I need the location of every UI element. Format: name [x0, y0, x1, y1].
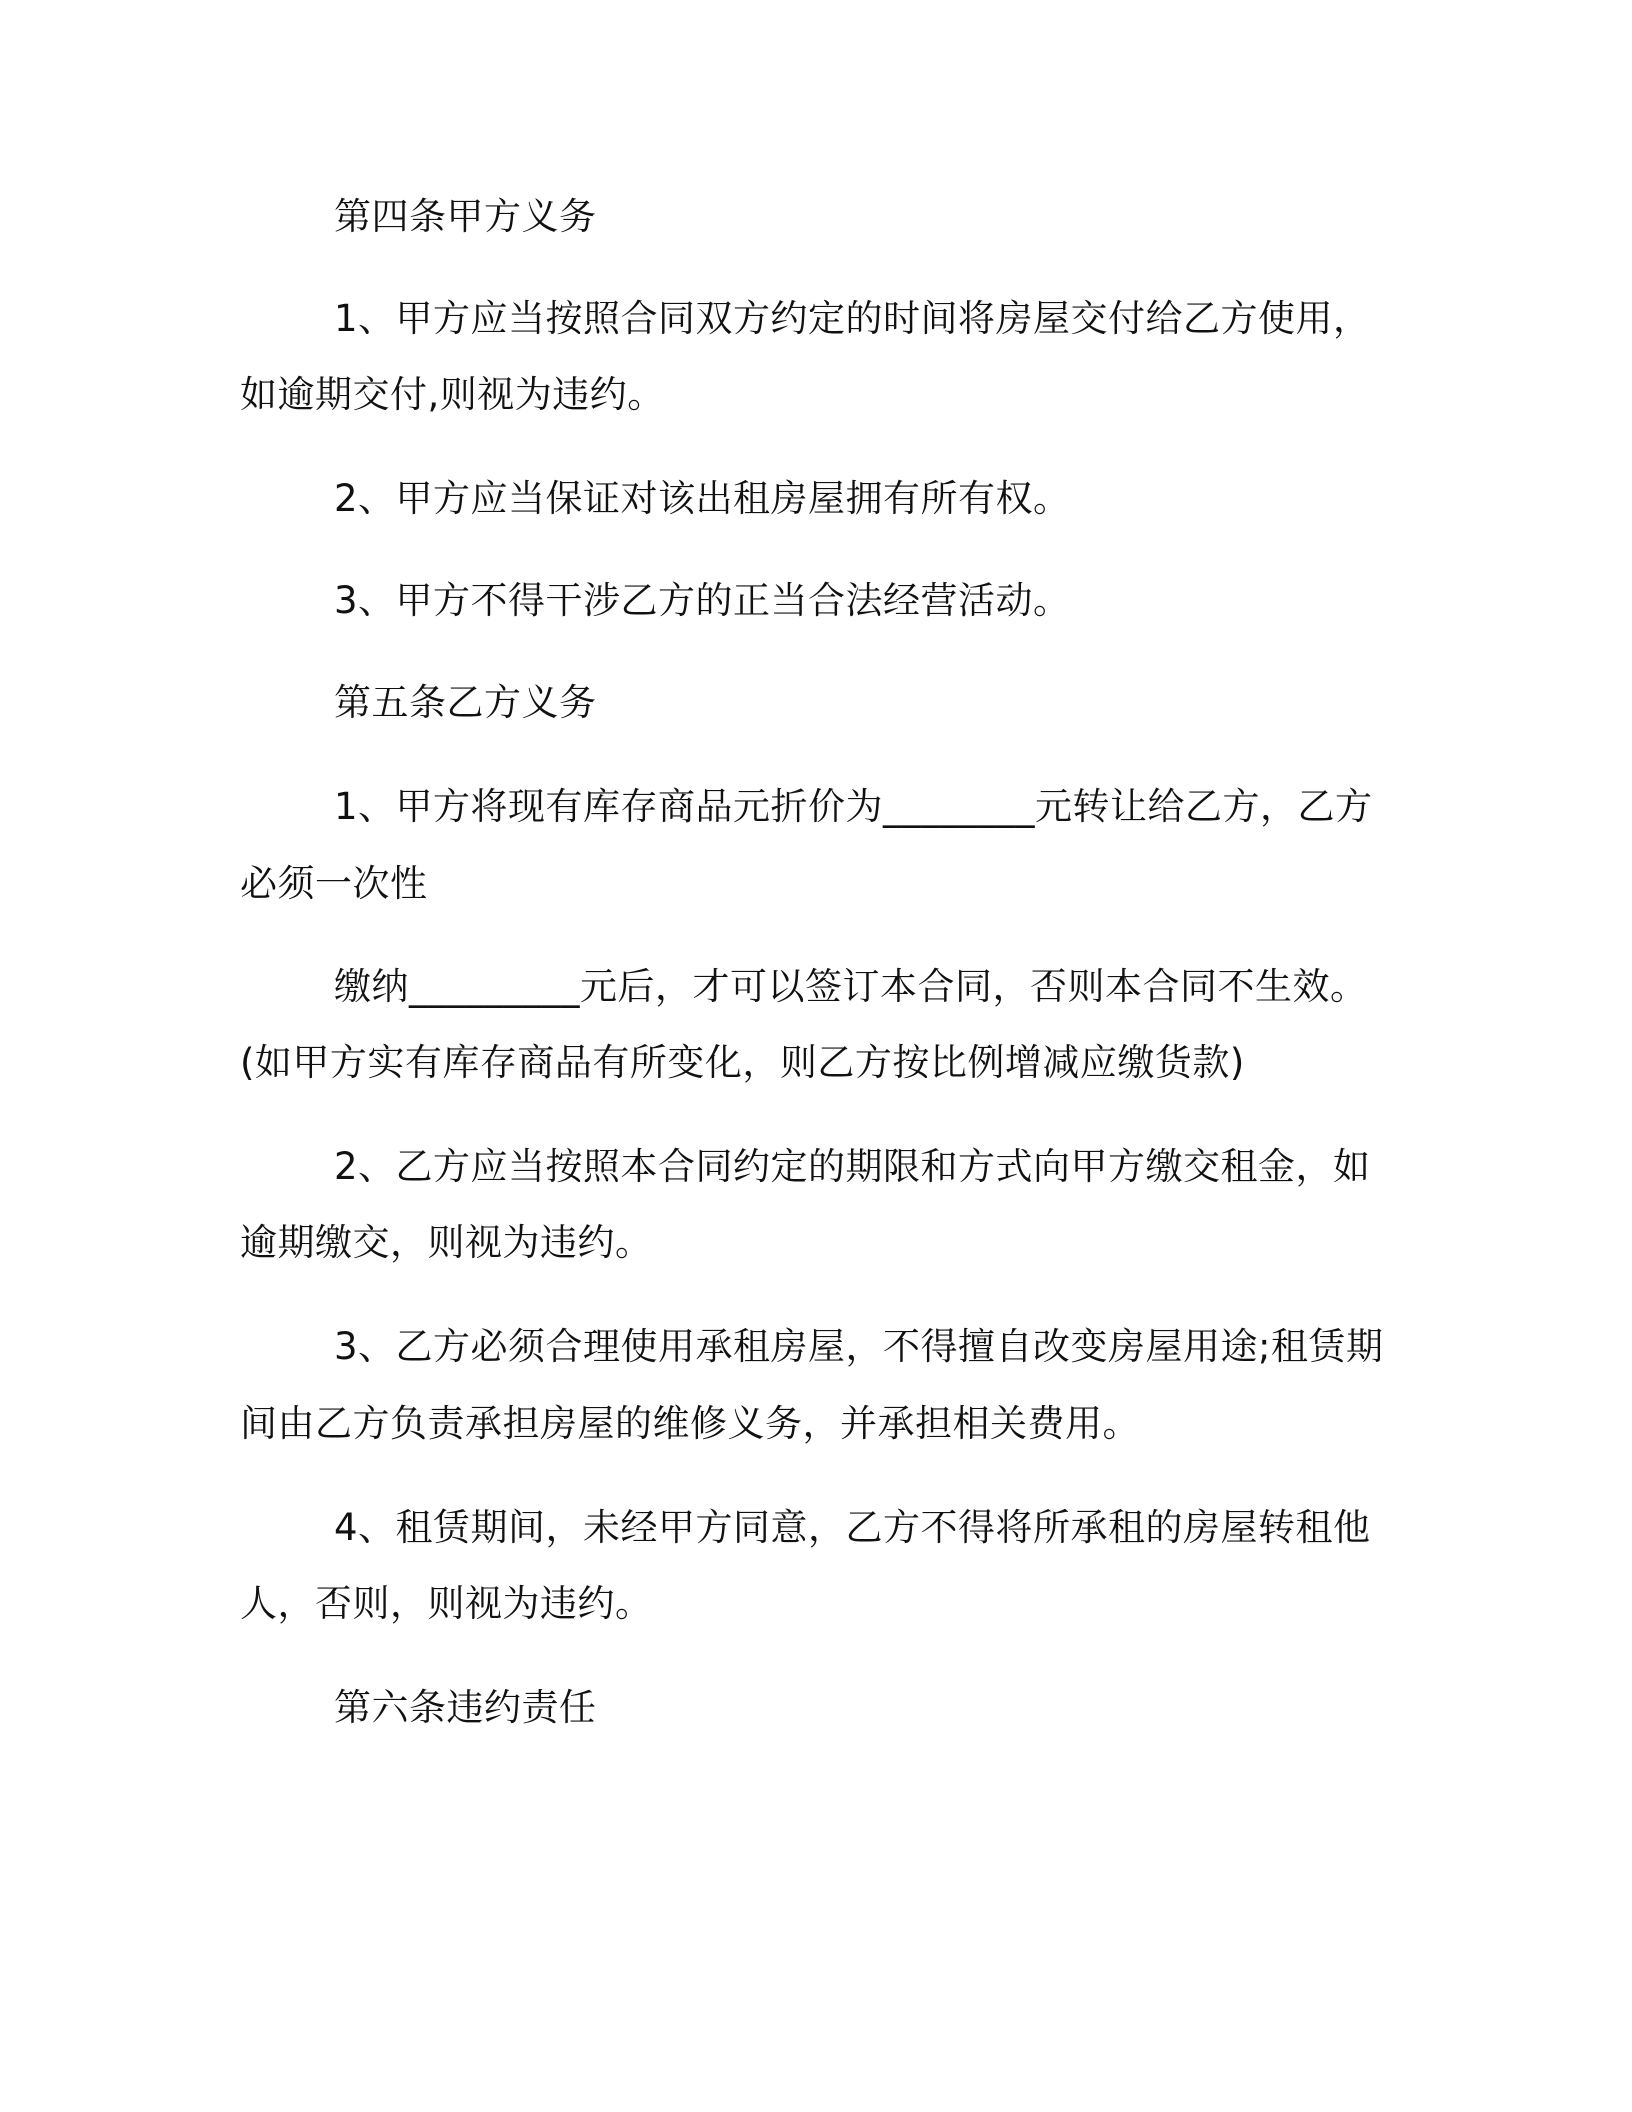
article-6-heading: 第六条违约责任: [334, 1686, 597, 1729]
article-4-heading: 第四条甲方义务: [334, 195, 597, 238]
article-5-item-2-line-1: 2、乙方应当按照本合同约定的期限和方式向甲方缴交租金，如: [334, 1145, 1371, 1188]
article-4-item-2: 2、甲方应当保证对该出租房屋拥有所有权。: [334, 477, 1071, 520]
article-4-item-1-line-1: 1、甲方应当按照合同双方约定的时间将房屋交付给乙方使用，: [334, 297, 1371, 340]
article-5-item-3-line-2: 间由乙方负责承担房屋的维修义务，并承担相关费用。: [240, 1402, 1140, 1445]
article-5-item-4-line-2: 人，否则，则视为违约。: [240, 1582, 653, 1625]
article-5-item-2-line-2: 逾期缴交，则视为违约。: [240, 1221, 653, 1264]
article-5-item-1-line-2: 必须一次性: [240, 862, 428, 905]
article-5-item-4-line-1: 4、租赁期间，未经甲方同意，乙方不得将所承租的房屋转租他: [334, 1506, 1371, 1549]
article-5-heading: 第五条乙方义务: [334, 681, 597, 724]
article-4-item-1-line-2: 如逾期交付,则视为违约。: [240, 373, 665, 416]
article-5-item-1-line-1: 1、甲方将现有库存商品元折价为________元转让给乙方，乙方: [334, 785, 1373, 828]
article-5-payment-line-2: (如甲方实有库存商品有所变化，则乙方按比例增减应缴货款): [240, 1041, 1245, 1084]
article-5-item-3-line-1: 3、乙方必须合理使用承租房屋，不得擅自改变房屋用途;租赁期: [334, 1325, 1384, 1368]
article-5-payment-line-1: 缴纳_________元后，才可以签订本合同，否则本合同不生效。: [334, 965, 1368, 1008]
article-4-item-3: 3、甲方不得干涉乙方的正当合法经营活动。: [334, 579, 1071, 622]
